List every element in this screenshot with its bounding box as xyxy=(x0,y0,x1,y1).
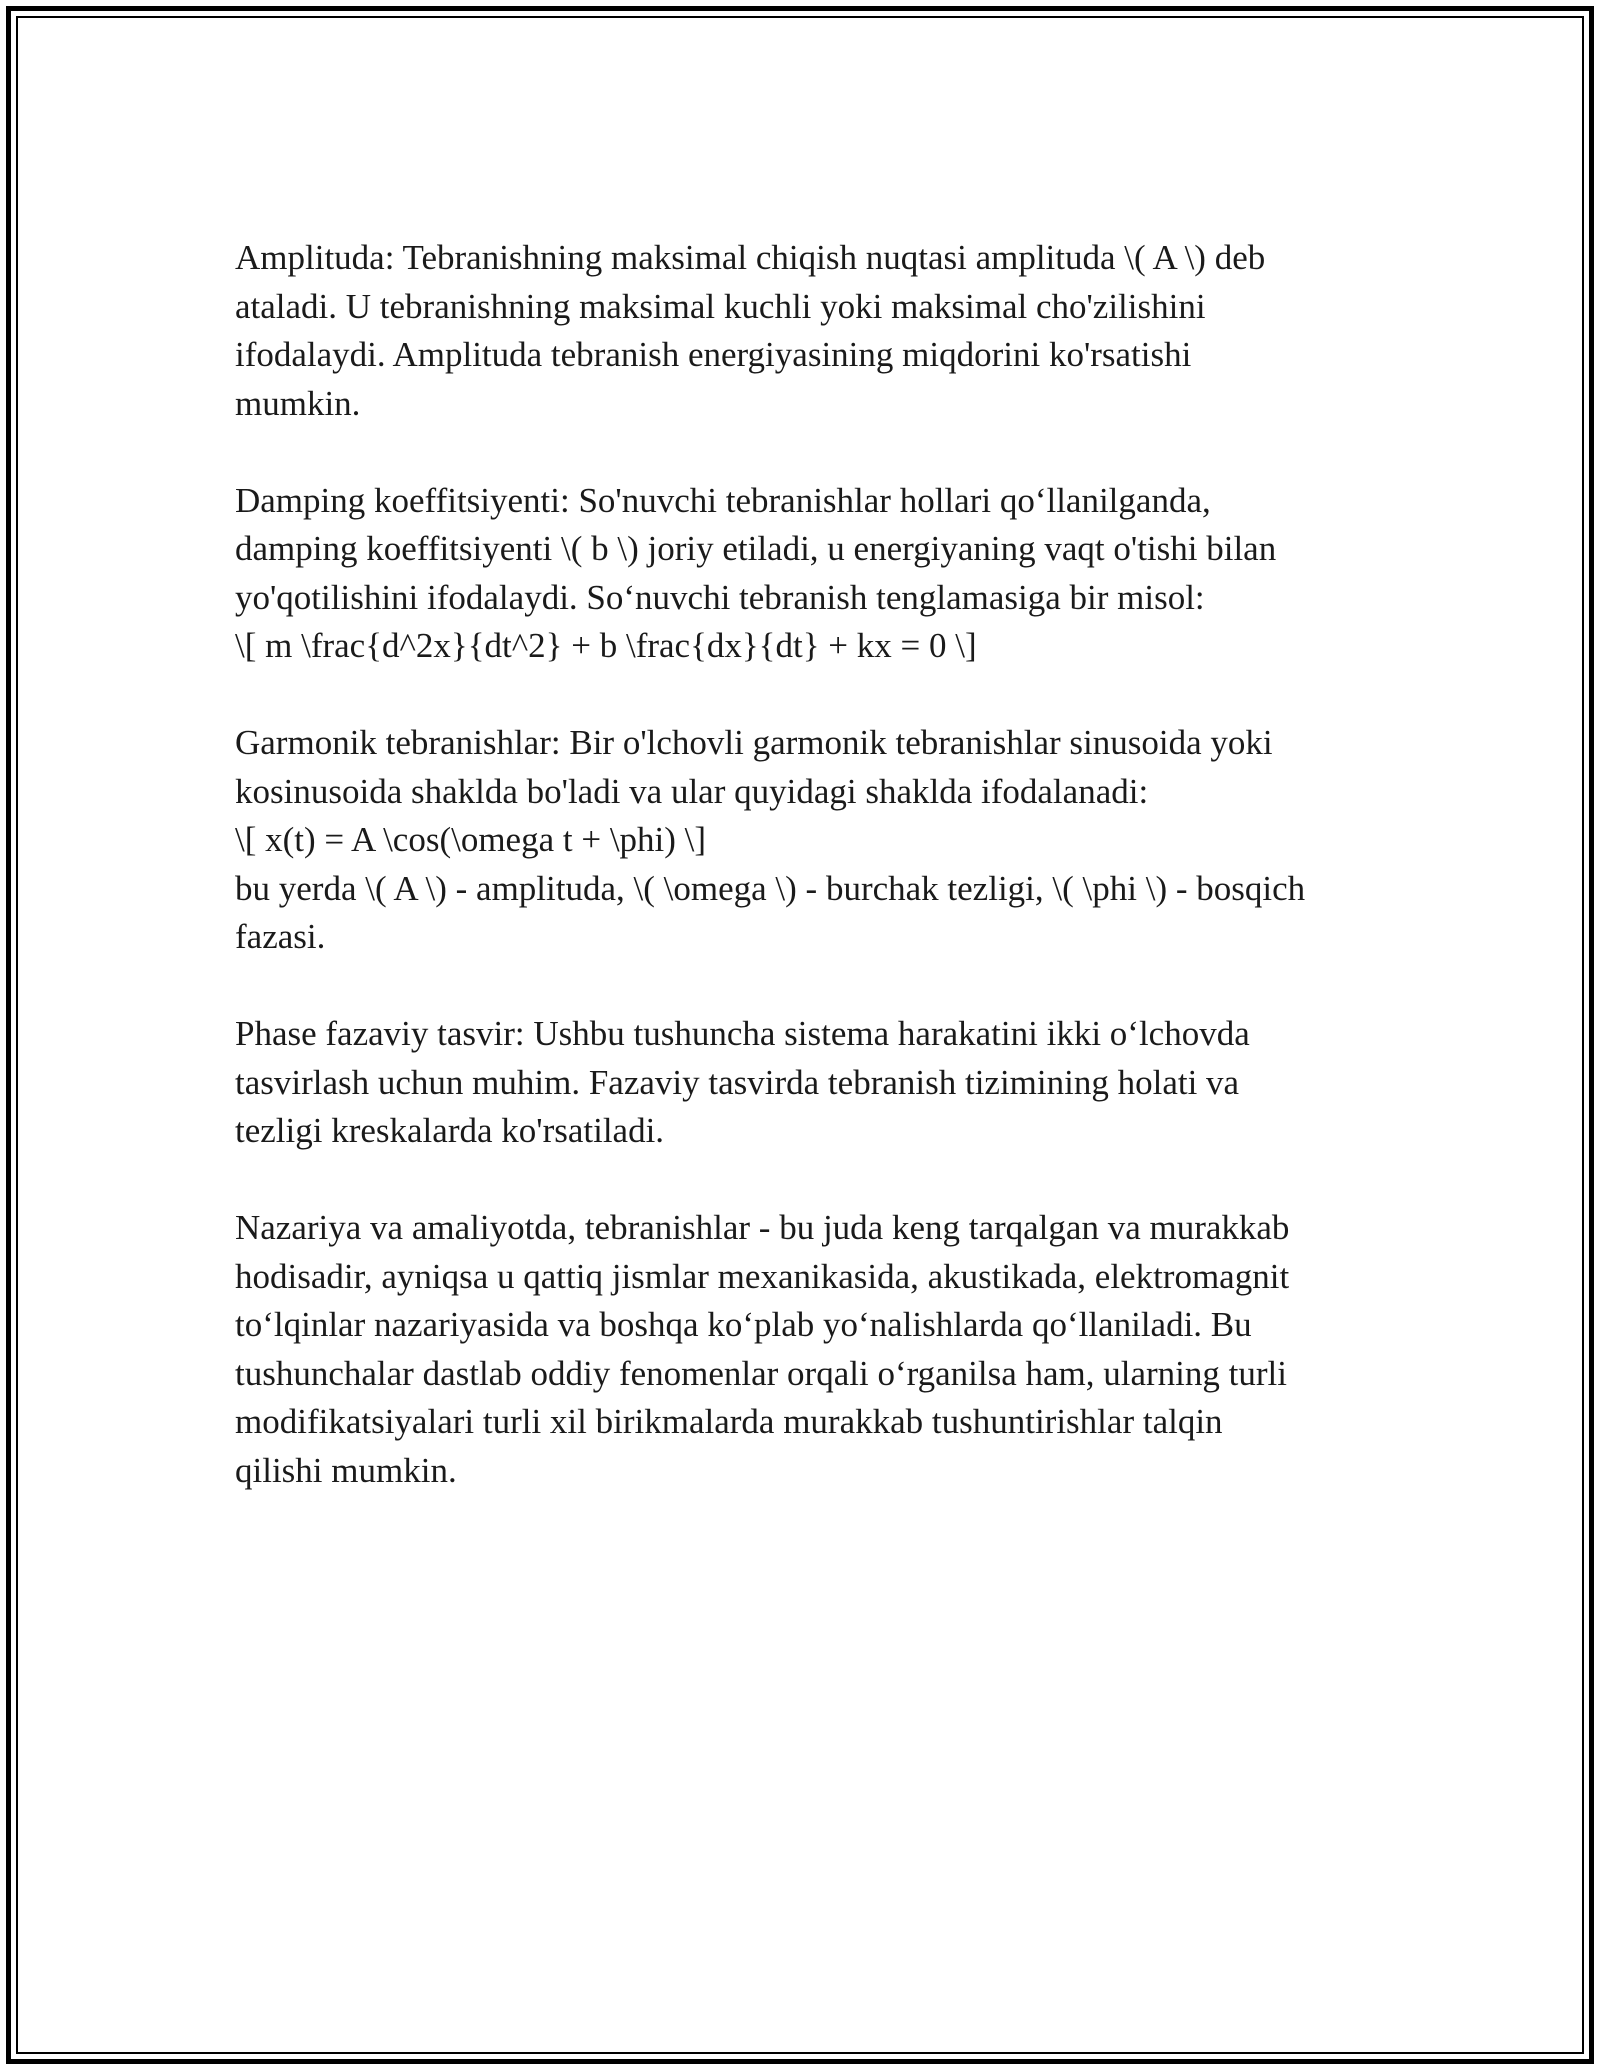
text-line: Phase fazaviy tasvir: Ushbu tushuncha sistema harakatini ikki o‘lchovda xyxy=(235,1014,1250,1053)
text-line: to‘lqinlar nazariyasida va boshqa ko‘plab yo‘nalishlarda qo‘llaniladi. Bu xyxy=(235,1305,1252,1344)
equation-line: \[ m \frac{d^2x}{dt^2} + b \frac{dx}{dt} + kx = 0 \] xyxy=(235,626,977,665)
text-line: hodisadir, ayniqsa u qattiq jismlar mexanikasida, akustikada, elektromagnit xyxy=(235,1256,1290,1296)
equation-line: \[ x(t) = A \cos(\omega t + \phi) \] xyxy=(235,820,707,859)
text-line: fazasi. xyxy=(235,917,326,956)
paragraph-conclusion xyxy=(235,1204,1375,1495)
text-line: modifikatsiyalari turli xil birikmalarda murakkab tushuntirishlar talqin xyxy=(235,1402,1223,1441)
text-line: qilishi mumkin. xyxy=(235,1450,457,1490)
text-line: ifodalaydi. Amplituda tebranish energiyasining miqdorini ko'rsatishi xyxy=(235,335,1192,374)
text-line: Damping koeffitsiyenti: So'nuvchi tebranishlar hollari qo‘llanilganda, xyxy=(235,480,1211,520)
text-line: ataladi. U tebranishning maksimal kuchli yoki maksimal cho'zilishini xyxy=(235,286,1206,326)
text-line: Amplituda: Tebranishning maksimal chiqish nuqtasi amplituda \( A \) deb xyxy=(235,238,1266,277)
paragraph-harmonic xyxy=(235,719,1375,962)
text-line: damping koeffitsiyenti \( b \) joriy etiladi, u energiyaning vaqt o'tishi bilan xyxy=(235,529,1277,568)
text-line: kosinusoida shaklda bo'ladi va ular quyidagi shaklda ifodalanadi: xyxy=(235,771,1149,811)
paragraph-amplitude xyxy=(235,234,1375,428)
text-line: tezligi kreskalarda ko'rsatiladi. xyxy=(235,1111,665,1150)
text-line: Nazariya va amaliyotda, tebranishlar - bu juda keng tarqalgan va murakkab xyxy=(235,1208,1290,1247)
paragraph-damping xyxy=(235,477,1375,671)
paragraph-phase xyxy=(235,1010,1375,1156)
text-line: mumkin. xyxy=(235,383,361,423)
document-body xyxy=(235,234,1375,1544)
text-line: Garmonik tebranishlar: Bir o'lchovli garmonik tebranishlar sinusoida yoki xyxy=(235,723,1273,762)
text-line: tushunchalar dastlab oddiy fenomenlar orqali o‘rganilsa ham, ularning turli xyxy=(235,1353,1287,1393)
text-line: yo'qotilishini ifodalaydi. So‘nuvchi tebranish tenglamasiga bir misol: xyxy=(235,577,1205,617)
text-line: tasvirlash uchun muhim. Fazaviy tasvirda tebranish tizimining holati va xyxy=(235,1062,1240,1102)
text-line: bu yerda \( A \) - amplituda, \( \omega \) - burchak tezligi, \( \phi \) - bosqich xyxy=(235,868,1306,908)
